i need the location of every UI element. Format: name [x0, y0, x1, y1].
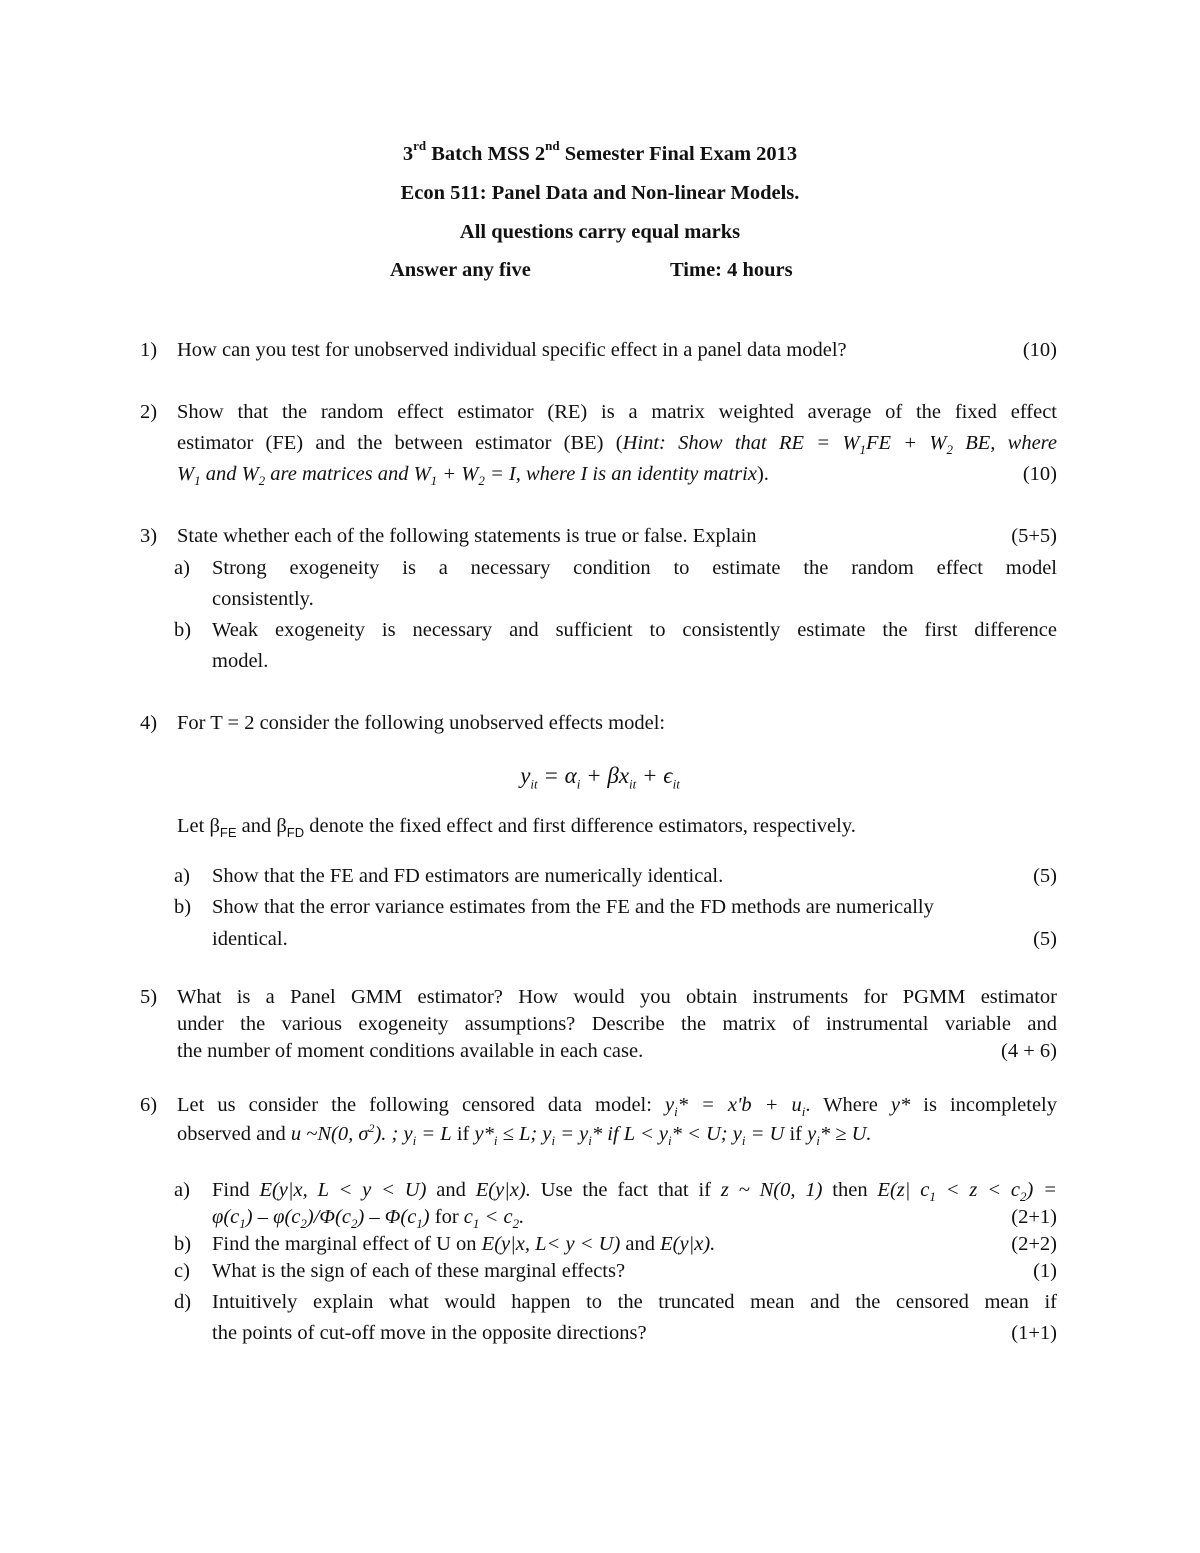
question-2-line: Show that the random effect estimator (RE) is a matrix weighted average of the fixed effect [177, 401, 1057, 423]
sub-label: d) [174, 1291, 192, 1313]
question-1-marks: (10) [1022, 339, 1057, 361]
sub-label: a) [174, 557, 190, 579]
question-number: 3) [140, 525, 158, 547]
question-6b-text: Find the marginal effect of U on E(y|x, L< y < U) and E(y|x). [212, 1233, 716, 1255]
sub-label: c) [174, 1260, 190, 1282]
question-6a-marks: (2+1) [1011, 1206, 1057, 1228]
exam-title: 3rd Batch MSS 2nd Semester Final Exam 2013 [402, 138, 798, 165]
question-3-marks: (5+5) [1011, 525, 1057, 547]
question-5-line: What is a Panel GMM estimator? How would you obtain instruments for PGMM estimator [177, 986, 1057, 1008]
question-5-marks: (4 + 6) [1001, 1040, 1057, 1062]
sub-label: b) [174, 619, 192, 641]
question-6-line: observed and u ~N(0, $\sigma^2$). ; $y_i = L$ if $y*_i \le L$; $y_i = y_i*$ if $L < y_i* < U$; $y_i = U$ if $y_i* \ge U$. [177, 1121, 872, 1148]
question-3b-line: Weak exogeneity is necessary and sufficient to consistently estimate the first difference [212, 619, 1057, 641]
model-equation: $y_{it} = \alpha_i + \beta x_{it} + \epsilon_{it}$ [520, 763, 680, 792]
time-limit: Time: 4 hours [670, 259, 793, 281]
question-6-line: Let us consider the following censored data model: $y_i* = x'b + u_i$. Where y* is incompletely [177, 1094, 1057, 1120]
question-number: 6) [140, 1094, 158, 1116]
question-6b-marks: (2+2) [1011, 1233, 1057, 1255]
answer-instruction: Answer any five [390, 259, 531, 281]
question-number: 4) [140, 712, 158, 734]
question-3-text: State whether each of the following statements is true or false. Explain [177, 525, 757, 547]
question-4b-line: identical. [212, 928, 288, 950]
sub-label: b) [174, 1233, 192, 1255]
question-6d-marks: (1+1) [1011, 1322, 1057, 1344]
question-number: 5) [140, 986, 158, 1008]
question-2-marks: (10) [1022, 463, 1057, 485]
question-3a-line: Strong exogeneity is a necessary condition to estimate the random effect model [212, 557, 1057, 579]
question-5-line: under the various exogeneity assumptions? Describe the matrix of instrumental variable and [177, 1013, 1057, 1035]
question-4b-marks: (5) [1033, 928, 1057, 950]
sub-label: b) [174, 896, 192, 918]
question-3b-line: model. [212, 650, 269, 672]
question-4a-marks: (5) [1033, 865, 1057, 887]
question-6c-marks: (1) [1033, 1260, 1057, 1282]
question-6c-text: What is the sign of each of these marginal effects? [212, 1260, 626, 1282]
course-title: Econ 511: Panel Data and Non-linear Models. [400, 182, 800, 204]
marks-note: All questions carry equal marks [459, 221, 741, 243]
question-2-line: estimator (FE) and the between estimator (BE) (Hint: Show that RE = $W_1FE + W_2$ BE, where [177, 432, 1057, 458]
question-5-line: the number of moment conditions available in each case. [177, 1040, 644, 1062]
sub-label: a) [174, 1179, 190, 1201]
question-4-text: For T = 2 consider the following unobserved effects model: [177, 712, 666, 734]
question-4b-line: Show that the error variance estimates from the FE and the FD methods are numerically [212, 896, 934, 918]
question-number: 2) [140, 401, 158, 423]
question-6d-line: the points of cut-off move in the opposite directions? [212, 1322, 647, 1344]
sub-label: a) [174, 865, 190, 887]
question-4a-text: Show that the FE and FD estimators are numerically identical. [212, 865, 724, 887]
question-2-line: $W_1$ and $W_2$ are matrices and $W_1 + W_2 = I$, where I is an identity matrix). [177, 463, 769, 489]
question-6a-line: $\varphi(c_1) - \varphi(c_2)/\Phi(c_2) - \Phi(c_1)$ for $c_1 < c_2$. [212, 1206, 525, 1232]
question-number: 1) [140, 339, 158, 361]
question-6a-line: Find E(y|x, L < y < U) and E(y|x). Use the fact that if z ~ N(0, 1) then E(z| $c_1 < z < c_2$) = [212, 1179, 1057, 1205]
question-3a-line: consistently. [212, 588, 314, 610]
question-6d-line: Intuitively explain what would happen to the truncated mean and the censored mean if [212, 1291, 1057, 1313]
question-1-text: How can you test for unobserved individual specific effect in a panel data model? [177, 339, 847, 361]
estimators-definition: Let $\beta_{FE}$ and $\beta_{FD}$ denote the fixed effect and first difference estimators, respectively. [177, 815, 856, 841]
